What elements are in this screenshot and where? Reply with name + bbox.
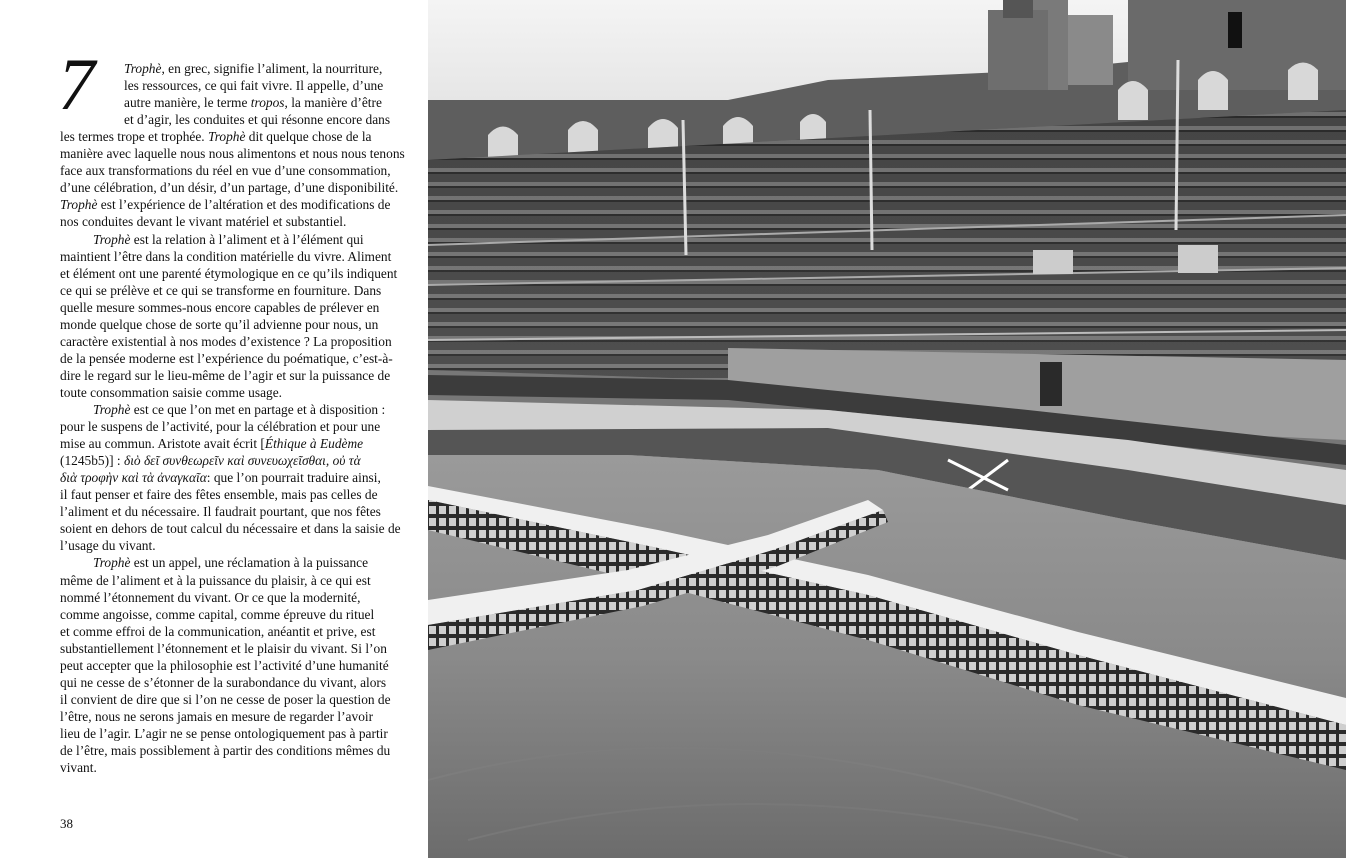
text-line: manière avec laquelle nous nous alimentons et nous nous tenons [60, 146, 405, 162]
text-line: nommé l’étonnement du vivant. Or ce que la modernité, [60, 589, 361, 605]
text-line: même de l’aliment et à la puissance du plaisir, à ce qui est [60, 572, 371, 588]
text-line: monde quelque chose de sorte qu’il advienne pour nous, un [60, 316, 379, 332]
text-line: quelle mesure sommes-nous encore capables de prélever en [60, 299, 380, 315]
text-line: maintient l’être dans la condition matérielle du vivre. Aliment [60, 248, 392, 264]
text-line: l’usage du vivant. [60, 538, 156, 554]
text-line: substantiellement l’étonnement et le plaisir du vivant. Si l’on [60, 640, 387, 656]
text-line: autre manière, le terme tropos, la manière d’être [124, 95, 382, 111]
text-line: et d’agir, les conduites et qui résonne encore dans [124, 112, 391, 128]
text-line: les termes trope et trophée. Trophè dit quelque chose de la [60, 129, 372, 145]
text-line: Trophè, en grec, signifie l’aliment, la nourriture, [124, 61, 383, 76]
text-line: Trophè est la relation à l’aliment et à l’élément qui [93, 231, 364, 247]
text-line: Trophè est ce que l’on met en partage et à disposition : [93, 402, 386, 417]
text-line: mise au commun. Aristote avait écrit [Éthique à Eudème [60, 436, 364, 452]
text-line: nos conduites devant le vivant matériel et substantiel. [60, 214, 347, 230]
text-line: lieu de l’agir. L’agir ne se pense ontologiquement pas à partir [60, 725, 388, 741]
text-line: διὰ τροφὴν καὶ τὰ ἀναγκαῖα: que l’on pourrait traduire ainsi, [60, 470, 381, 486]
text-line: il convient de dire que si l’on ne cesse de poser la question de [60, 691, 391, 707]
text-line: l’être, nous ne serons jamais en mesure de regarder l’avoir [60, 708, 374, 724]
text-line: toute consommation saisie comme usage. [60, 384, 283, 400]
text-line: vivant. [60, 760, 97, 776]
text-line: peut accepter que la philosophie est l’activité d’une humanité [60, 657, 389, 673]
text-page [0, 0, 428, 858]
text-line: Trophè est un appel, une réclamation à la puissance [93, 555, 369, 571]
text-line: pour le suspens de l’activité, pour la célébration et pour une [60, 419, 381, 435]
text-line: ce qui se prélève et ce qui se transforme en fourniture. Dans [60, 282, 382, 298]
text-line: caractère existential à nos modes d’existence ? La proposition [60, 333, 392, 349]
arena-photograph [428, 0, 1346, 858]
text-line: l’aliment et du nécessaire. Il faudrait pourtant, que nos fêtes [60, 504, 381, 520]
text-line: il faut penser et faire des fêtes ensemble, mais pas celles de [60, 487, 378, 503]
text-line: d’une célébration, d’un désir, d’un partage, d’une disponibilité. [60, 180, 399, 196]
drop-cap-chapter-number: 7 [58, 44, 95, 126]
text-line: les ressources, ce qui fait vivre. Il appelle, d’une [124, 78, 384, 94]
text-line: Trophè est l’expérience de l’altération et des modifications de [60, 197, 391, 213]
text-line: soient en dehors de tout calcul du nécessaire et dans la saisie de [60, 521, 401, 537]
text-line: qui ne cesse de s’étonner de la surabondance du vivant, alors [60, 674, 387, 690]
text-line: (1245b5)] : διὸ δεῖ συνθεωρεῖν καὶ συνευωχεῖσθαι, οὐ τὰ [60, 453, 361, 469]
text-line: et élément ont une parenté étymologique en ce qu’ils indiquent [60, 265, 398, 281]
text-line: face aux transformations du réel en vue d’une consommation, [60, 163, 391, 179]
text-line: de l’être, mais possiblement à partir des conditions mêmes du [60, 743, 391, 758]
text-line: de la pensée moderne est l’expérience du poématique, c’est-à- [60, 350, 393, 366]
text-line: et comme effroi de la communication, anéantit et prive, est [60, 623, 376, 639]
page-number: 38 [60, 816, 73, 831]
text-line: dire le regard sur le lieu-même de l’agir et sur la puissance de [60, 367, 391, 383]
text-line: comme angoisse, comme capital, comme épreuve du rituel [60, 606, 375, 622]
